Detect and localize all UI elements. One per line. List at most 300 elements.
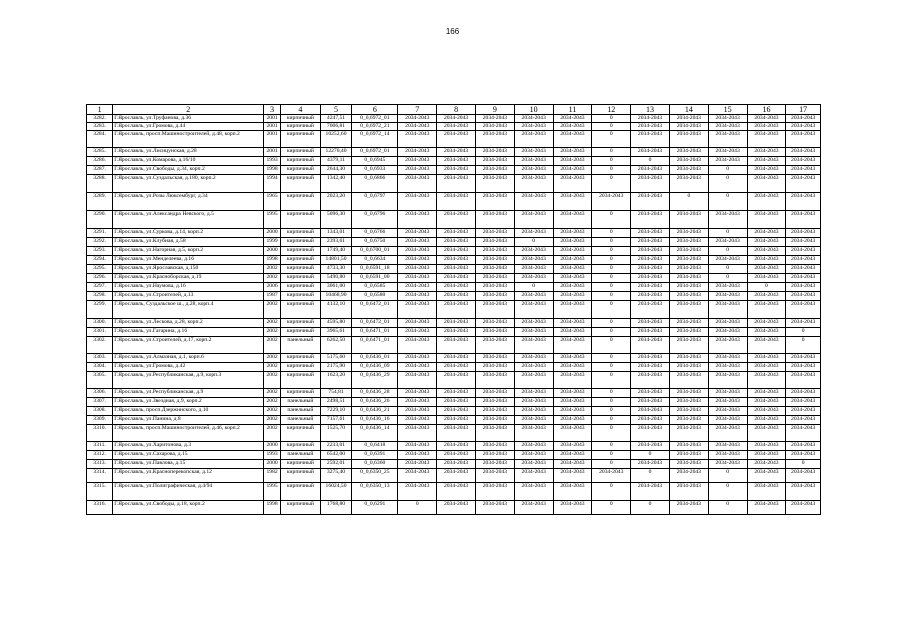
table-cell: 2034-2043 [708, 131, 747, 148]
table-cell: 3307. [87, 398, 113, 407]
table-row [87, 469, 821, 483]
address-cell: Г.Ярославль, ул.Красноперекопская, д.12 [113, 469, 264, 483]
table-cell: 2002 [264, 363, 281, 372]
table-cell: 1998 [264, 166, 281, 175]
table-cell: 2034-2043 [631, 398, 670, 407]
table-cell: 2034-2043 [398, 319, 437, 328]
table-cell: 2034-2043 [398, 372, 437, 389]
table-cell: 2034-2043 [514, 319, 553, 328]
table-cell: 2034-2043 [669, 229, 708, 238]
table-cell: 2006 [264, 283, 281, 292]
table-cell: 2034-2043 [708, 157, 747, 166]
table-cell: 0 [631, 451, 670, 460]
table-cell: 2034-2043 [514, 337, 553, 354]
table-cell: 2034-2043 [786, 301, 821, 319]
column-header: 8 [437, 105, 476, 115]
table-cell: 2034-2043 [669, 283, 708, 292]
column-header: 7 [398, 105, 437, 115]
table-row [87, 319, 821, 328]
table-cell: 2034-2043 [631, 337, 670, 354]
table-row [87, 301, 821, 319]
table-cell: кирпичный [280, 501, 320, 515]
table-cell: 7006,81 [320, 123, 351, 131]
table-cell: 3305. [87, 372, 113, 389]
column-header: 1 [87, 105, 113, 115]
table-cell: 0 [592, 354, 631, 363]
table-cell: 2034-2043 [437, 363, 476, 372]
table-cell: 2034-2043 [437, 211, 476, 229]
table-cell: 2034-2043 [669, 398, 708, 407]
table-cell: 2034-2043 [669, 337, 708, 354]
table-cell: 0_0,6436_14 [352, 425, 398, 442]
table-cell: 3299. [87, 301, 113, 319]
table-cell: 2034-2043 [398, 363, 437, 372]
table-cell: 2034-2043 [786, 363, 821, 372]
table-cell: 1768,80 [320, 501, 351, 515]
address-cell: Г.Ярославль, ул.Наумова, д.16 [113, 283, 264, 292]
table-cell: 2034-2043 [437, 148, 476, 157]
table-cell: 0_0,6591_00 [352, 274, 398, 283]
table-row [87, 398, 821, 407]
table-cell: 2034-2043 [747, 407, 786, 416]
table-cell: 0_0,6945 [352, 157, 398, 166]
table-cell: 2034-2043 [747, 501, 786, 515]
table-cell: 1749,40 [320, 247, 351, 256]
table-cell: 2034-2043 [398, 193, 437, 211]
table-cell: 0 [747, 283, 786, 292]
table-cell: 3291. [87, 229, 113, 238]
table-cell: 2034-2043 [747, 328, 786, 337]
table-cell: кирпичный [280, 123, 320, 131]
table-cell: 2034-2043 [437, 157, 476, 166]
table-row [87, 265, 821, 274]
table-cell: 0_0,6350_13 [352, 483, 398, 501]
table-row [87, 274, 821, 283]
table-cell: 2034-2043 [398, 247, 437, 256]
table-cell: 2034-2043 [786, 442, 821, 451]
table-cell: 0_0,6972_21 [352, 123, 398, 131]
table-cell: 2034-2043 [669, 451, 708, 460]
table-cell: кирпичный [280, 166, 320, 175]
table-cell: 2034-2043 [747, 193, 786, 211]
table-cell: 2034-2043 [553, 363, 592, 372]
table-cell: 2034-2043 [514, 256, 553, 265]
table-cell: 2034-2043 [747, 256, 786, 265]
table-cell: 0_0,6436_16 [352, 416, 398, 425]
table-cell: 2034-2043 [553, 157, 592, 166]
table-cell: 0_0,6471_01 [352, 328, 398, 337]
table-cell: 2034-2043 [514, 483, 553, 501]
table-cell: 0 [708, 469, 747, 483]
table-cell: 2034-2043 [514, 442, 553, 451]
table-cell: 2034-2043 [437, 301, 476, 319]
table-cell: 1525,70 [320, 425, 351, 442]
table-cell: 2034-2043 [708, 319, 747, 328]
table-cell: 2034-2043 [747, 175, 786, 193]
table-cell: 2034-2043 [747, 354, 786, 363]
table-cell: 3310. [87, 425, 113, 442]
table-cell: 2034-2043 [747, 363, 786, 372]
table-cell: 0 [592, 328, 631, 337]
table-cell: 2034-2043 [631, 319, 670, 328]
table-cell: 2034-2043 [437, 372, 476, 389]
table-cell: 2034-2043 [708, 328, 747, 337]
table-cell: 2034-2043 [475, 148, 514, 157]
table-cell: кирпичный [280, 131, 320, 148]
address-cell: Г.Ярославль, ул.Лескова, д.28, корп.2 [113, 319, 264, 328]
table-cell: 2034-2043 [669, 175, 708, 193]
table-cell: 2034-2043 [786, 193, 821, 211]
address-cell: Г.Ярославль, ул.Свободы, д.34, корп.2 [113, 166, 264, 175]
table-cell: 2034-2043 [514, 274, 553, 283]
table-cell: 2034-2043 [437, 501, 476, 515]
table-cell: 0_0,6591_18 [352, 265, 398, 274]
table-cell: 2034-2043 [514, 501, 553, 515]
table-cell: 2000 [264, 442, 281, 451]
table-cell: 2034-2043 [708, 425, 747, 442]
table-cell: 3315. [87, 483, 113, 501]
table-cell: 2034-2043 [475, 363, 514, 372]
table-cell: 0 [592, 501, 631, 515]
table-cell: 0 [398, 501, 437, 515]
table-cell: 0_0,6291 [352, 501, 398, 515]
table-cell: 2034-2043 [631, 407, 670, 416]
table-cell: 2034-2043 [475, 460, 514, 469]
table-cell: 2034-2043 [747, 319, 786, 328]
address-cell: Г.Ярославль, ул.Строителей, д.17, корп.2 [113, 337, 264, 354]
table-cell: 1995 [264, 211, 281, 229]
table-cell: 0 [592, 157, 631, 166]
page-number: 166 [445, 27, 460, 36]
housing-register-table [86, 104, 821, 515]
table-cell: 0 [592, 175, 631, 193]
table-cell: 2034-2043 [437, 460, 476, 469]
table-cell: 0 [592, 416, 631, 425]
table-cell: 2002 [264, 407, 281, 416]
table-cell: 2034-2043 [631, 274, 670, 283]
table-cell: 2034-2043 [553, 175, 592, 193]
table-cell: 2034-2043 [786, 229, 821, 238]
table-cell: 2034-2043 [747, 292, 786, 301]
table-cell: 0_0,6700_01 [352, 247, 398, 256]
table-row [87, 238, 821, 247]
table-cell: 2034-2043 [553, 328, 592, 337]
table-cell: 2034-2043 [514, 301, 553, 319]
table-cell: 0 [592, 247, 631, 256]
table-cell: 2034-2043 [514, 328, 553, 337]
table-cell: 2034-2043 [786, 166, 821, 175]
table-row [87, 157, 821, 166]
table-cell: 2034-2043 [398, 469, 437, 483]
table-row [87, 115, 821, 123]
table-cell: 0 [708, 501, 747, 515]
table-cell: 2034-2043 [747, 166, 786, 175]
table-cell: 3294. [87, 256, 113, 265]
table-cell: 2034-2043 [475, 442, 514, 451]
table-cell: 2034-2043 [514, 407, 553, 416]
table-cell: 2034-2043 [669, 274, 708, 283]
table-cell: кирпичный [280, 354, 320, 363]
table-cell: 2034-2043 [514, 115, 553, 123]
table-cell: 2034-2043 [514, 247, 553, 256]
table-cell: 2034-2043 [437, 442, 476, 451]
table-cell: кирпичный [280, 175, 320, 193]
table-cell: 2034-2043 [631, 193, 670, 211]
table-cell: 2034-2043 [475, 229, 514, 238]
table-cell: 2034-2043 [398, 283, 437, 292]
address-cell: Г.Ярославль, ул.Нагорная, д.5, корп.2 [113, 247, 264, 256]
table-cell: 5175,60 [320, 354, 351, 363]
table-row [87, 148, 821, 157]
table-cell: кирпичный [280, 265, 320, 274]
table-cell: 2034-2043 [786, 292, 821, 301]
table-cell: 2034-2043 [514, 398, 553, 407]
table-cell: 2034-2043 [553, 247, 592, 256]
table-cell: 2034-2043 [475, 256, 514, 265]
table-cell: 3311. [87, 442, 113, 451]
table-cell: 1623,20 [320, 372, 351, 389]
table-cell: кирпичный [280, 157, 320, 166]
table-cell: 2034-2043 [437, 256, 476, 265]
table-cell: 2001 [264, 131, 281, 148]
table-cell: 2034-2043 [747, 442, 786, 451]
table-cell: 2034-2043 [708, 354, 747, 363]
table-cell: 2034-2043 [669, 389, 708, 398]
table-cell: 0 [592, 211, 631, 229]
table-row [87, 328, 821, 337]
table-cell: 0_0,6471_01 [352, 337, 398, 354]
table-cell: 2034-2043 [669, 425, 708, 442]
column-header: 5 [320, 105, 351, 115]
table-cell: 3286. [87, 157, 113, 166]
table-cell: 2002 [264, 328, 281, 337]
table-cell: 3282. [87, 115, 113, 123]
table-cell: 2034-2043 [553, 354, 592, 363]
column-header: 12 [592, 105, 631, 115]
table-cell: 0_0,6436_29 [352, 372, 398, 389]
table-cell: 0 [631, 157, 670, 166]
table-cell: 2034-2043 [514, 157, 553, 166]
table-cell: 5096,30 [320, 211, 351, 229]
column-header: 11 [553, 105, 592, 115]
table-cell: 1993 [264, 451, 281, 460]
table-cell: 0 [708, 193, 747, 211]
table-cell: 0 [592, 425, 631, 442]
table-cell: 2034-2043 [708, 337, 747, 354]
table-cell: 2034-2043 [747, 451, 786, 460]
table-cell: 2034-2043 [631, 442, 670, 451]
table-cell: 2034-2043 [786, 211, 821, 229]
table-cell: 3306. [87, 389, 113, 398]
table-cell: 2034-2043 [747, 372, 786, 389]
table-cell: 2393,61 [320, 238, 351, 247]
table-cell: 2034-2043 [475, 211, 514, 229]
table-cell: 0 [708, 483, 747, 501]
column-header: 16 [747, 105, 786, 115]
table-row [87, 283, 821, 292]
table-cell: 2034-2043 [398, 166, 437, 175]
table-cell: 2034-2043 [553, 131, 592, 148]
table-cell: 2034-2043 [553, 416, 592, 425]
table-row [87, 123, 821, 131]
address-cell: Г.Ярославль, ул.Комарова, д.16/10 [113, 157, 264, 166]
table-cell: 2034-2043 [708, 115, 747, 123]
table-cell: 0_0,6391 [352, 451, 398, 460]
table-cell: 2034-2043 [747, 469, 786, 483]
table-cell: 2034-2043 [514, 265, 553, 274]
table-cell: 2034-2043 [669, 123, 708, 131]
table-cell: 2034-2043 [631, 283, 670, 292]
table-cell: кирпичный [280, 301, 320, 319]
table-cell: 0_0,6750 [352, 238, 398, 247]
address-cell: Г.Ярославль, ул.Громова, д.44 [113, 123, 264, 131]
table-cell: 2034-2043 [708, 451, 747, 460]
table-cell: 2034-2043 [631, 389, 670, 398]
table-cell: 2034-2043 [398, 157, 437, 166]
table-cell: 2034-2043 [669, 166, 708, 175]
table-cell: 2034-2043 [553, 483, 592, 501]
table-cell: 2002 [264, 265, 281, 274]
table-row [87, 166, 821, 175]
table-cell: 2034-2043 [437, 247, 476, 256]
table-cell: 2034-2043 [669, 460, 708, 469]
table-cell: 2034-2043 [708, 148, 747, 157]
table-cell: 2034-2043 [398, 265, 437, 274]
table-cell: 2034-2043 [669, 131, 708, 148]
table-cell: 2002 [264, 416, 281, 425]
table-cell: 0_0,6472_01 [352, 301, 398, 319]
table-cell: 2034-2043 [553, 123, 592, 131]
table-cell: 2034-2043 [475, 328, 514, 337]
table-cell: 0_0,6766 [352, 229, 398, 238]
table-cell: кирпичный [280, 148, 320, 157]
address-cell: Г.Ярославль, ул.Громова, д.42 [113, 363, 264, 372]
table-cell: 2034-2043 [553, 148, 592, 157]
column-header: 6 [352, 105, 398, 115]
table-cell: 2034-2043 [437, 425, 476, 442]
table-cell: 2002 [264, 354, 281, 363]
table-cell: 2034-2043 [669, 157, 708, 166]
table-cell: 2034-2043 [631, 166, 670, 175]
table-cell: 4247,51 [320, 115, 351, 123]
table-cell: 2034-2043 [747, 123, 786, 131]
table-cell: 0 [592, 115, 631, 123]
table-cell: 4733,30 [320, 265, 351, 274]
table-cell: 2034-2043 [631, 292, 670, 301]
table-cell: 2034-2043 [669, 363, 708, 372]
table-cell: панельный [280, 416, 320, 425]
table-cell: 2034-2043 [631, 425, 670, 442]
table-cell: 3293. [87, 247, 113, 256]
table-cell: 1999 [264, 238, 281, 247]
table-row [87, 416, 821, 425]
table-row [87, 292, 821, 301]
table-cell: 2002 [264, 372, 281, 389]
table-cell: 2034-2043 [398, 328, 437, 337]
table-cell: 1987 [264, 292, 281, 301]
column-header: 13 [631, 105, 670, 115]
table-cell: 2034-2043 [553, 398, 592, 407]
table-cell: 0 [592, 451, 631, 460]
table-cell: 2034-2043 [475, 354, 514, 363]
table-cell: 2034-2043 [398, 211, 437, 229]
table-cell: 2034-2043 [553, 274, 592, 283]
table-cell: 2034-2043 [553, 292, 592, 301]
table-cell: 3309. [87, 416, 113, 425]
table-cell: 0_0,6585 [352, 283, 398, 292]
column-header: 10 [514, 105, 553, 115]
table-cell: 2034-2043 [747, 148, 786, 157]
table-cell: 2034-2043 [514, 416, 553, 425]
table-cell: 0 [592, 265, 631, 274]
table-row [87, 407, 821, 416]
table-cell: 0 [592, 389, 631, 398]
table-cell: 2034-2043 [708, 211, 747, 229]
table-cell: кирпичный [280, 328, 320, 337]
table-cell: 6262,50 [320, 337, 351, 354]
table-cell: 2034-2043 [437, 115, 476, 123]
table-cell: 2034-2043 [786, 238, 821, 247]
table-cell: 2644,30 [320, 166, 351, 175]
table-cell: 2034-2043 [786, 407, 821, 416]
table-cell: 0 [631, 501, 670, 515]
table-cell: 2034-2043 [631, 460, 670, 469]
table-row [87, 131, 821, 148]
table-cell: 2034-2043 [747, 460, 786, 469]
table-cell: 2034-2043 [669, 442, 708, 451]
address-cell: Г.Ярославль, ул.Свободы, д.18, корп.2 [113, 501, 264, 515]
table-cell: 3304. [87, 363, 113, 372]
table-cell: 0_0,6436_09 [352, 363, 398, 372]
table-cell: 2034-2043 [398, 483, 437, 501]
table-cell: кирпичный [280, 460, 320, 469]
table-cell: 3300. [87, 319, 113, 328]
table-cell: 2034-2043 [631, 354, 670, 363]
table-cell: 2023,20 [320, 193, 351, 211]
table-cell: 2034-2043 [514, 451, 553, 460]
address-cell: Г.Ярославль, ул.Ярославская, д.150 [113, 265, 264, 274]
table-cell: 0_0,6436_21 [352, 407, 398, 416]
table-cell: 2034-2043 [553, 319, 592, 328]
table-cell: 2034-2043 [786, 469, 821, 483]
table-cell: 2034-2043 [398, 301, 437, 319]
table-cell: 0 [592, 407, 631, 416]
address-cell: Г.Ярославль, ул.Клубная, д.58 [113, 238, 264, 247]
table-cell: 2034-2043 [475, 398, 514, 407]
table-cell: 2034-2043 [747, 229, 786, 238]
table-cell: 2034-2043 [514, 211, 553, 229]
table-cell: 2034-2043 [747, 337, 786, 354]
table-cell: 2034-2043 [708, 292, 747, 301]
address-cell: Г.Ярославль, ул.Строителей, д.13 [113, 292, 264, 301]
table-cell: 2034-2043 [475, 157, 514, 166]
table-cell: 2034-2043 [475, 274, 514, 283]
table-cell: 2034-2043 [747, 398, 786, 407]
table-cell: кирпичный [280, 425, 320, 442]
table-cell: 2034-2043 [437, 416, 476, 425]
table-row [87, 175, 821, 193]
table-cell: 2034-2043 [708, 123, 747, 131]
table-cell: 2034-2043 [553, 115, 592, 123]
table-cell: 2034-2043 [708, 283, 747, 292]
table-cell: 3287. [87, 166, 113, 175]
table-cell: 2592,01 [320, 460, 351, 469]
table-cell: 2034-2043 [437, 166, 476, 175]
table-cell: 2034-2043 [475, 319, 514, 328]
table-cell: 0 [592, 363, 631, 372]
address-cell: Г.Ярославль, ул.Гагарина, д.16 [113, 328, 264, 337]
address-cell: Г.Ярославль, ул.Менделеева, д.16 [113, 256, 264, 265]
